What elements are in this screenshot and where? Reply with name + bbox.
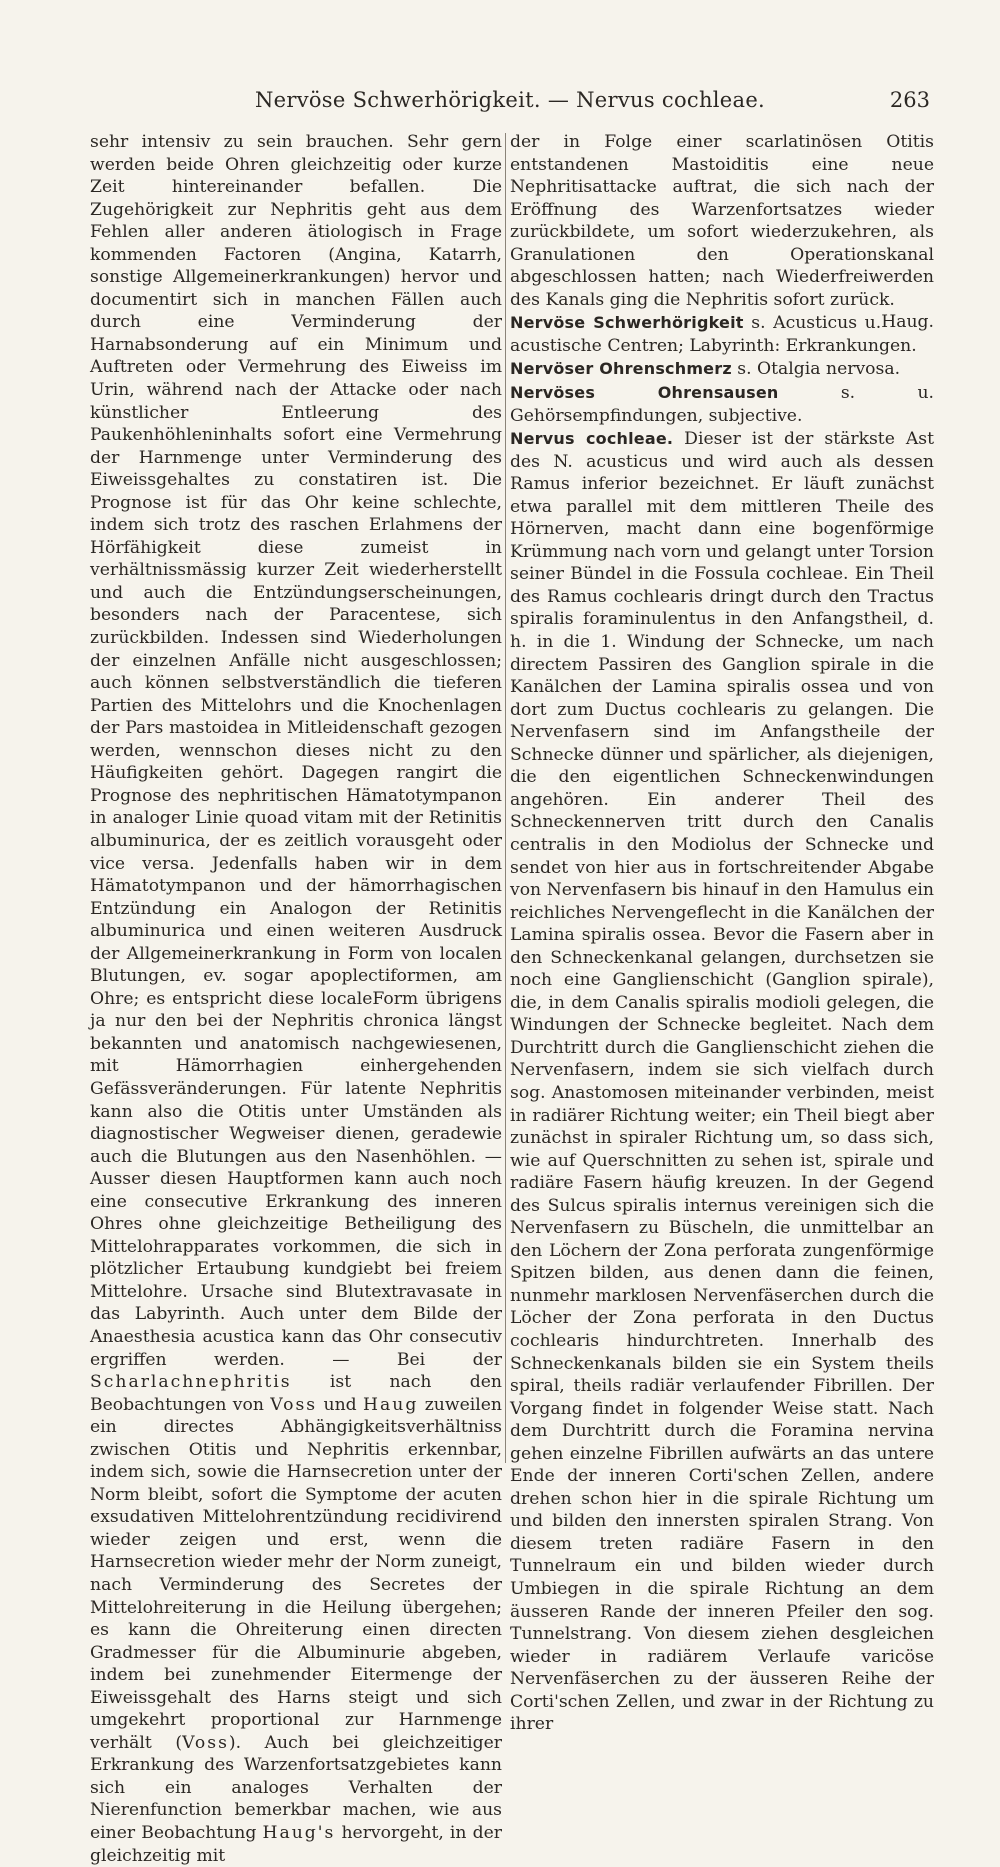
entry-term: Nervus cochleae.	[510, 429, 674, 449]
dictionary-entry	[510, 358, 934, 381]
column-divider	[505, 133, 506, 1463]
author-name: Haug's	[262, 1823, 336, 1844]
text-run: ). Auch bei gleichzeitiger Erkrankung des Warzenfortsatzgebietes kann sich ein analoges Verhalten der Nierenfunction bemerkbar machen, wie aus einer Beobachtung	[90, 1732, 502, 1844]
dictionary-entry	[510, 312, 934, 357]
text-run: hervorgeht, in der gleichzeitig mit	[90, 1823, 502, 1866]
dictionary-entry	[510, 382, 934, 427]
running-head: Nervöse Schwerhörigkeit. — Nervus cochleae.	[254, 88, 766, 112]
entry-term: Nervöses Ohrensausen	[510, 383, 779, 403]
author-name: Haug	[363, 1394, 419, 1415]
text-run: der in Folge einer scarlatinösen Otitis entstandenen Mastoiditis eine neue Nephritisattacke auftrat, die sich nach der Eröffnung des Warzenfortsatzes wieder zurückbildete, um sofort wiederzukehren, als Granulationen den Operationskanal abgeschlossen hatten; nach Wiederfreiwerden des Kanals ging die Nephritis sofort zurück.	[510, 132, 934, 310]
entry-text: Dieser ist der stärkste Ast des N. acusticus und wird auch als dessen Ramus inferior bezeichnet. Er läuft zunächst etwa parallel mit dem mittleren Theile des Hörnerven, macht dann eine bogenförmige Krümmung nach vorn und gelangt unter Torsion seiner Bündel in die Fossula cochleae. Ein Theil des Ramus cochlearis dringt durch den Tractus spiralis foraminulentus in den Anfangstheil, d. h. in die 1. Windung der Schnecke, um nach directem Passiren des Ganglion spirale in die Kanälchen der Lamina spiralis ossea und von dort zum Ductus cochlearis zu gelangen. Die Nervenfasern sind im Anfangstheile der Schnecke dünner und spärlicher, als diejenigen, die den eigentlichen Schneckenwindungen angehören. Ein anderer Theil des Schneckennerven tritt durch den Canalis centralis in den Modiolus der Schnecke und sendet von hier aus in fortschreitender Abgabe von Nervenfasern bis hinauf in den Hamulus ein reichliches Nervengeflecht in die Kanälchen der Lamina spiralis ossea. Bevor die Fasern aber in den Schneckenkanal gelangen, durchsetzen sie noch eine Ganglienschicht (Ganglion spirale), die, in dem Canalis spiralis modioli gelegen, die Windungen der Schnecke begleitet. Nach dem Durchtritt durch die Ganglienschicht ziehen die Nervenfasern, indem sie sich vielfach durch sog. Anastomosen miteinander verbinden, meist in radiärer Richtung weiter; ein Theil biegt aber zunächst in spiraler Richtung um, so dass sich, wie auf Querschnitten zu sehen ist, spirale und radiäre Fasern häufig kreuzen. In der Gegend des Sulcus spiralis internus vereinigen sich die Nervenfasern zu Büscheln, die unmittelbar an den Löchern der Zona perforata zungenförmige Spitzen bilden, aus denen dann die feinen, nunmehr marklosen Nervenfäserchen durch die Löcher der Zona perforata in den Ductus cochlearis hindurchtreten. Innerhalb des Schneckenkanals bilden sie ein System theils spiral, theils radiär verlaufender Fibrillen. Der Vorgang findet in folgender Weise statt. Nach dem Durchtritt durch die Foramina nervina gehen einzelne Fibrillen aufwärts an das untere Ende der inneren Corti'schen Zellen, andere drehen schon hier in die spirale Richtung um und bilden den innersten spiralen Strang. Von diesem treten radiäre Fasern in den Tunnelraum ein und bilden wieder durch Umbiegen in die spirale Richtung an dem äusseren Rande der inneren Pfeiler den sog. Tunnelstrang. Von diesem ziehen desgleichen wieder in radiärem Verlaufe varicöse Nervenfäserchen zu der äusseren Reihe der Corti'schen Zellen, und zwar in der Richtung zu ihrer	[510, 429, 934, 1735]
author-signature: Haug.	[881, 312, 934, 333]
text-run: ist nach den Beobachtungen von	[90, 1372, 502, 1415]
text-run: und	[317, 1394, 364, 1415]
page-number: 263	[889, 88, 930, 112]
entry-term: Nervöser Ohrenschmerz	[510, 359, 732, 379]
entry-text: s. Acusticus u. acustische Centren; Labyrinth: Erkrankungen.	[510, 313, 917, 356]
entry-text: s. Otalgia nervosa.	[731, 359, 901, 380]
entry-text: s. u. Gehörsempfindungen, subjective.	[510, 383, 934, 426]
dictionary-entry	[510, 428, 934, 1736]
right-column	[510, 131, 934, 1736]
page-header	[90, 88, 930, 118]
left-column	[90, 131, 502, 1867]
text-run: sehr intensiv zu sein brauchen. Sehr gern werden beide Ohren gleichzeitig oder kurze Zeit hintereinander befallen. Die Zugehörigkeit zur Nephritis geht aus dem Fehlen aller anderen ätiologisch in Frage kommenden Factoren (Angina, Katarrh, sonstige Allgemeinerkrankungen) hervor und documentirt sich in manchen Fällen auch durch eine Verminderung der Harnabsonderung auf ein Minimum und Auftreten oder Vermehrung des Eiweiss im Urin, während nach der Attacke oder nach künstlicher Entleerung des Paukenhöhleninhalts sofort eine Vermehrung der Harnmenge unter Verminderung des Eiweissgehaltes zu constatiren ist. Die Prognose ist für das Ohr keine schlechte, indem sich trotz des raschen Erlahmens der Hörfähigkeit diese zumeist in verhältnissmässig kurzer Zeit wiederherstellt und auch die Entzündungserscheinungen, besonders nach der Paracentese, sich zurückbilden. Indessen sind Wiederholungen der einzelnen Anfälle nicht ausgeschlossen; auch können selbstverständlich die tieferen Partien des Mittelohrs und die Knochenlagen der Pars mastoidea in Mitleidenschaft gezogen werden, wennschon dieses nicht zu den Häufigkeiten gehört. Dagegen rangirt die Prognose des nephritischen Hämatotympanon in analoger Linie quoad vitam mit der Retinitis albuminurica, der es zeitlich vorausgeht oder vice versa. Jedenfalls haben wir in dem Hämatotympanon und der hämorrhagischen Entzündung ein Analogon der Retinitis albuminurica und einen weiteren Ausdruck der Allgemeinerkrankung in Form von localen Blutungen, ev. sogar apoplectiformen, am Ohre; es entspricht diese localeForm übrigens ja nur den bei der Nephritis chronica längst bekannten und anatomisch nachgewiesenen, mit Hämorrhagien einhergehenden Gefässveränderungen. Für latente Nephritis kann also die Otitis unter Umständen als diagnostischer Wegweiser dienen, geradewie auch die Blutungen aus den Nasenhöhlen. — Ausser diesen Hauptformen kann auch noch eine consecutive Erkrankung des inneren Ohres ohne gleichzeitige Betheiligung des Mittelohrapparates vorkommen, die sich in plötzlicher Ertaubung kundgiebt bei freiem Mittelohre. Ursache sind Blutextravasate in das Labyrinth. Auch unter dem Bilde der Anaesthesia acustica kann das Ohr consecutiv ergriffen werden. — Bei der	[90, 132, 502, 1370]
author-name: Voss	[182, 1732, 229, 1753]
spaced-term: Scharlachnephritis	[90, 1372, 292, 1393]
author-name: Voss	[270, 1394, 318, 1415]
text-run: zuweilen ein directes Abhängigkeitsverhältniss zwischen Otitis und Nephritis erkennbar, indem sich, sowie die Harnsecretion unter der Norm bleibt, sofort die Symptome der acuten exsudativen Mittelohrentzündung recidivirend wieder zeigen und erst, wenn die Harnsecretion wieder mehr der Norm zuneigt, nach Verminderung des Secretes der Mittelohreiterung in die Heilung übergehen; es kann die Ohreiterung einen directen Gradmesser für die Albuminurie abgeben, indem bei zunehmender Eitermenge der Eiweissgehalt des Harns steigt und sich umgekehrt proportional zur Harnmenge verhält (	[90, 1394, 502, 1753]
entry-term: Nervöse Schwerhörigkeit	[510, 313, 744, 333]
body-paragraph	[90, 131, 502, 1867]
